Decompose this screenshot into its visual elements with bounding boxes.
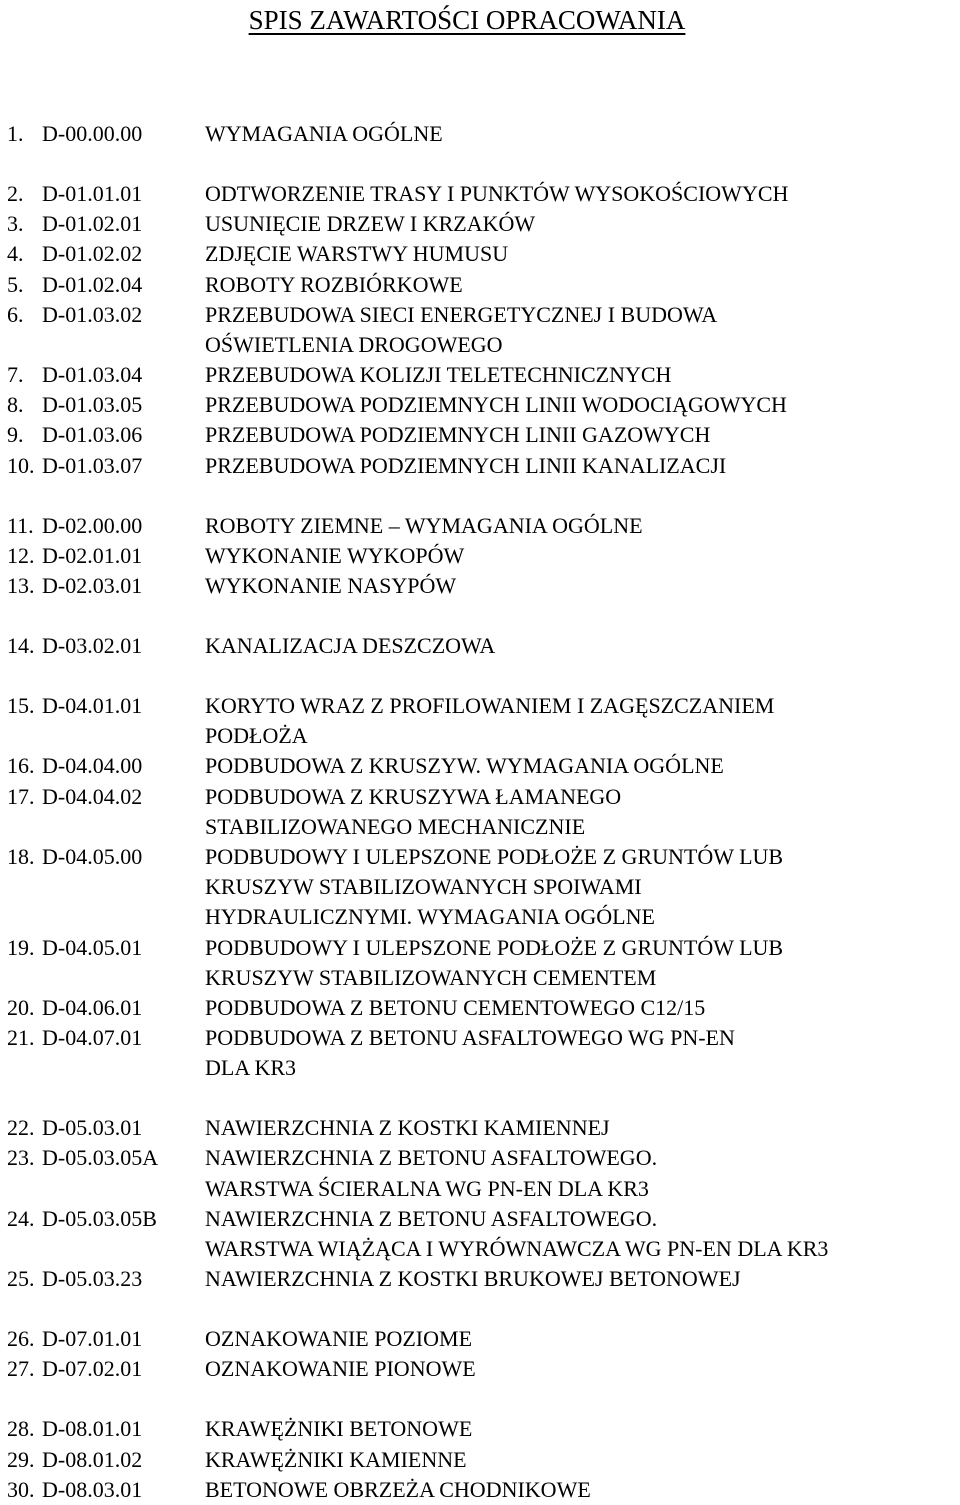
- toc-entry-code: D-07.02.01: [42, 1356, 143, 1382]
- toc-entry-title-line: PRZEBUDOWA PODZIEMNYCH LINII WODOCIĄGOWYCH: [205, 392, 787, 418]
- toc-entry-title: [205, 119, 960, 149]
- toc-entry-code: D-05.03.23: [42, 1266, 143, 1292]
- toc-entry-title: [205, 1023, 960, 1083]
- toc-entry: [0, 451, 960, 481]
- toc-entry-title: [205, 1445, 960, 1475]
- toc-entry-number: 19.: [7, 934, 35, 960]
- toc-entry: [0, 239, 960, 269]
- toc-entry: [0, 420, 960, 450]
- toc-entry-title: [205, 751, 960, 781]
- toc-entry-number: 15.: [7, 693, 35, 718]
- toc-entry-title-line: WARSTWA WIĄŻĄCA I WYRÓWNAWCZA WG PN-EN DLA KR3: [205, 1235, 829, 1261]
- toc-entry-number: 16.: [7, 753, 35, 779]
- toc-entry-title: [205, 1204, 960, 1264]
- toc-entry-title-line: PRZEBUDOWA KOLIZJI TELETECHNICZNYCH: [205, 362, 672, 388]
- toc-entry-code: D-01.03.02: [42, 301, 143, 327]
- toc-entry-code: D-04.06.01: [42, 994, 143, 1020]
- toc-entry-number: 29.: [7, 1446, 35, 1472]
- toc-entry-code: D-01.03.07: [42, 452, 143, 478]
- toc-entry-code: D-00.00.00: [42, 121, 143, 146]
- toc-entry-code: D-01.02.01: [42, 211, 143, 237]
- toc-entry-title-line: ZDJĘCIE WARSTWY HUMUSU: [205, 241, 509, 267]
- toc-entry-title: [205, 420, 960, 450]
- toc-entry-number: 3.: [7, 211, 24, 237]
- toc-entry-title-line: KANALIZACJA DESZCZOWA: [205, 633, 496, 659]
- toc-entry-title: [205, 1475, 960, 1505]
- toc-entry-title-line: OZNAKOWANIE POZIOME: [205, 1326, 473, 1352]
- toc-entry-title: [205, 270, 960, 300]
- toc-entry-number: 23.: [7, 1145, 35, 1171]
- toc-entry-title-line: ROBOTY ROZBIÓRKOWE: [205, 271, 463, 297]
- toc-entry-number: 21.: [7, 1025, 35, 1051]
- toc-entry: [0, 1204, 960, 1264]
- toc-entry-number: 10.: [7, 452, 35, 478]
- toc-entry-title-line: BETONOWE OBRZEŻA CHODNIKOWE: [205, 1476, 591, 1502]
- toc-entry: [0, 1143, 960, 1203]
- toc-entry-title-line: PODBUDOWA Z BETONU ASFALTOWEGO WG PN-EN: [205, 1025, 735, 1051]
- toc-entry-code: D-01.02.02: [42, 241, 143, 267]
- toc-entry-title-line: PODBUDOWA Z KRUSZYWA ŁAMANEGO: [205, 783, 622, 809]
- toc-entry-number: 4.: [7, 241, 24, 267]
- toc-entry-title-line: HYDRAULICZNYMI. WYMAGANIA OGÓLNE: [205, 904, 655, 930]
- toc-entry-code: D-04.04.00: [42, 753, 143, 779]
- toc-entry-title-line: PRZEBUDOWA PODZIEMNYCH LINII GAZOWYCH: [205, 422, 711, 448]
- toc-entry-title-line: KORYTO WRAZ Z PROFILOWANIEM I ZAGĘSZCZANIEM: [205, 693, 775, 718]
- toc-entry-title-line: KRAWĘŻNIKI BETONOWE: [205, 1416, 473, 1442]
- toc-entry: [0, 933, 960, 993]
- toc-entry-code: D-04.01.01: [42, 693, 143, 718]
- toc-entry-code: D-01.02.04: [42, 271, 143, 297]
- toc-entry-title-line: KRUSZYW STABILIZOWANYCH SPOIWAMI: [205, 874, 642, 900]
- toc-entry-title-line: PRZEBUDOWA PODZIEMNYCH LINII KANALIZACJI: [205, 452, 727, 478]
- toc-entry: [0, 631, 960, 661]
- toc-entry-code: D-04.05.00: [42, 843, 143, 869]
- toc-entry-title-line: KRAWĘŻNIKI KAMIENNE: [205, 1446, 467, 1472]
- toc-entry-number: 26.: [7, 1326, 35, 1352]
- toc-entry-title: [205, 1113, 960, 1143]
- toc-entry-code: D-01.01.01: [42, 180, 143, 206]
- toc-entry: [0, 360, 960, 390]
- toc-entry: [0, 1475, 960, 1505]
- toc-entry: [0, 179, 960, 209]
- toc-entry-title-line: WYKONANIE NASYPÓW: [205, 573, 457, 599]
- toc-entry: [0, 541, 960, 571]
- toc-entry-number: 18.: [7, 843, 35, 869]
- toc-entry-number: 5.: [7, 271, 24, 297]
- toc-entry-title: [205, 541, 960, 571]
- toc-entry: [0, 751, 960, 781]
- document-title: SPIS ZAWARTOŚCI OPRACOWANIA: [248, 5, 686, 35]
- toc-entry-title-line: ODTWORZENIE TRASY I PUNKTÓW WYSOKOŚCIOWYCH: [205, 180, 789, 206]
- toc-entry-title: [205, 631, 960, 661]
- toc-entry-title-line: WYKONANIE WYKOPÓW: [205, 542, 465, 568]
- toc-entry-title-line: PODŁOŻA: [205, 723, 308, 749]
- toc-entry-title: [205, 1414, 960, 1444]
- toc-entry: [0, 119, 960, 149]
- toc-entry-title: [205, 179, 960, 209]
- toc-entry: [0, 511, 960, 541]
- toc-entry-title-line: NAWIERZCHNIA Z KOSTKI KAMIENNEJ: [205, 1115, 610, 1141]
- toc-entry-number: 25.: [7, 1266, 35, 1292]
- toc-entry-title: [205, 1324, 960, 1354]
- toc-entry-title: [205, 451, 960, 481]
- toc-entry-number: 14.: [7, 633, 35, 659]
- toc-entry-title: [205, 842, 960, 933]
- toc-entry-number: 9.: [7, 422, 24, 448]
- toc-entry: [0, 1354, 960, 1384]
- toc-entry-title-line: KRUSZYW STABILIZOWANYCH CEMENTEM: [205, 964, 657, 990]
- toc-entry-title-line: PODBUDOWA Z KRUSZYW. WYMAGANIA OGÓLNE: [205, 753, 724, 779]
- toc-entry-number: 30.: [7, 1476, 35, 1502]
- toc-entry: [0, 993, 960, 1023]
- toc-entry-code: D-07.01.01: [42, 1326, 143, 1352]
- toc-entry-code: D-05.03.05B: [42, 1205, 157, 1231]
- toc-entry: [0, 1324, 960, 1354]
- toc-entry-code: D-05.03.05A: [42, 1145, 159, 1171]
- toc-entry-code: D-02.01.01: [42, 542, 143, 568]
- toc-entry-title: [205, 571, 960, 601]
- toc-entry-title-line: PODBUDOWA Z BETONU CEMENTOWEGO C12/15: [205, 994, 706, 1020]
- toc-entry: [0, 842, 960, 933]
- toc-entry-number: 27.: [7, 1356, 35, 1382]
- toc-entry: [0, 782, 960, 842]
- toc-entry-code: D-04.07.01: [42, 1025, 143, 1051]
- toc-entry-title-line: OZNAKOWANIE PIONOWE: [205, 1356, 476, 1382]
- toc-entry-code: D-01.03.05: [42, 392, 143, 418]
- toc-entry-number: 13.: [7, 573, 35, 599]
- toc-entry-title: [205, 300, 960, 360]
- toc-entry-number: 12.: [7, 542, 35, 568]
- toc-entry-title: [205, 360, 960, 390]
- toc-entry-number: 20.: [7, 994, 35, 1020]
- toc-entry-title: [205, 390, 960, 420]
- toc-entry-number: 24.: [7, 1205, 35, 1231]
- toc-entry-title-line: OŚWIETLENIA DROGOWEGO: [205, 331, 503, 357]
- toc-entry-title: [205, 933, 960, 993]
- toc-entry-code: D-08.01.01: [42, 1416, 143, 1442]
- toc-entry-title-line: ROBOTY ZIEMNE – WYMAGANIA OGÓLNE: [205, 512, 643, 538]
- toc-entry-title-line: WARSTWA ŚCIERALNA WG PN-EN DLA KR3: [205, 1175, 649, 1201]
- toc-entry-title: [205, 511, 960, 541]
- toc-entry-code: D-03.02.01: [42, 633, 143, 659]
- toc-entry: [0, 1023, 960, 1083]
- toc-entry-title-line: NAWIERZCHNIA Z BETONU ASFALTOWEGO.: [205, 1145, 658, 1171]
- table-of-contents: [0, 119, 960, 1505]
- toc-entry-code: D-02.03.01: [42, 573, 143, 599]
- toc-entry-title: [205, 782, 960, 842]
- toc-entry-number: 28.: [7, 1416, 35, 1442]
- toc-entry-title: [205, 1354, 960, 1384]
- toc-entry-title: [205, 691, 960, 751]
- toc-entry: [0, 270, 960, 300]
- toc-entry-title-line: PRZEBUDOWA SIECI ENERGETYCZNEJ I BUDOWA: [205, 301, 718, 327]
- toc-entry-title: [205, 993, 960, 1023]
- toc-entry-code: D-05.03.01: [42, 1115, 143, 1141]
- toc-entry-title-line: NAWIERZCHNIA Z BETONU ASFALTOWEGO.: [205, 1205, 658, 1231]
- toc-entry-title-line: DLA KR3: [205, 1055, 297, 1081]
- toc-entry-title: [205, 239, 960, 269]
- toc-entry: [0, 1414, 960, 1444]
- toc-entry: [0, 1113, 960, 1143]
- toc-entry-title-line: PODBUDOWY I ULEPSZONE PODŁOŻE Z GRUNTÓW LUB: [205, 934, 784, 960]
- toc-entry: [0, 300, 960, 360]
- toc-entry-code: D-08.03.01: [42, 1476, 143, 1502]
- toc-entry-code: D-04.04.02: [42, 783, 143, 809]
- toc-entry-title: [205, 1143, 960, 1203]
- toc-entry-code: D-08.01.02: [42, 1446, 143, 1472]
- toc-entry-number: 8.: [7, 392, 24, 418]
- toc-entry-number: 11.: [7, 512, 34, 538]
- toc-entry: [0, 390, 960, 420]
- toc-entry-title: [205, 209, 960, 239]
- toc-entry-title-line: STABILIZOWANEGO MECHANICZNIE: [205, 813, 586, 839]
- toc-entry-code: D-04.05.01: [42, 934, 143, 960]
- toc-entry: [0, 1264, 960, 1294]
- toc-entry-number: 7.: [7, 362, 24, 388]
- toc-entry-code: D-01.03.06: [42, 422, 143, 448]
- toc-entry: [0, 571, 960, 601]
- toc-entry-number: 2.: [7, 180, 24, 206]
- toc-entry-code: D-01.03.04: [42, 362, 143, 388]
- toc-entry-number: 1.: [7, 121, 24, 146]
- toc-entry-title-line: PODBUDOWY I ULEPSZONE PODŁOŻE Z GRUNTÓW LUB: [205, 843, 784, 869]
- toc-entry-title-line: WYMAGANIA OGÓLNE: [205, 121, 443, 146]
- toc-entry: [0, 691, 960, 751]
- toc-entry-number: 22.: [7, 1115, 35, 1141]
- toc-entry-title-line: NAWIERZCHNIA Z KOSTKI BRUKOWEJ BETONOWEJ: [205, 1266, 741, 1292]
- toc-entry-title-line: USUNIĘCIE DRZEW I KRZAKÓW: [205, 211, 536, 237]
- toc-entry-number: 6.: [7, 301, 24, 327]
- toc-entry-title: [205, 1264, 960, 1294]
- toc-entry: [0, 1445, 960, 1475]
- toc-entry-number: 17.: [7, 783, 35, 809]
- toc-entry-code: D-02.00.00: [42, 512, 143, 538]
- toc-entry: [0, 209, 960, 239]
